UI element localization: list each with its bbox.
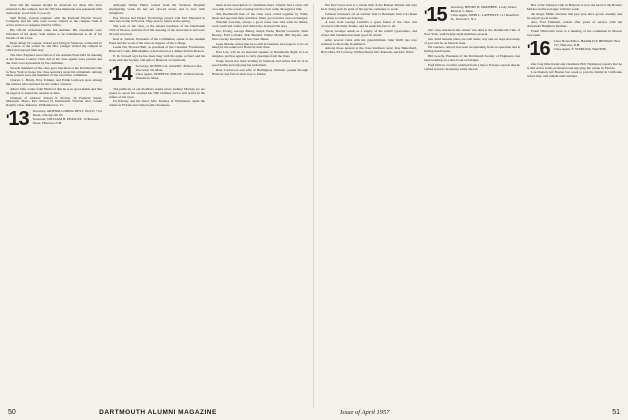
class-14-heading — [109, 62, 205, 85]
paragraph: Russ Lockwood and wife of Burlington, Vermont, passed through Hanover last fall on their way to Maine. — [212, 67, 308, 76]
class-15-secretary: Secretary, HENRY B. ORMSBEE. 2 Gay Street, Beverly 5, Mass. — [450, 5, 517, 13]
class-year-14: '14 — [109, 62, 132, 85]
paragraph: Dean Albert H. Ganger, retired and living in Vermont, writes that in the course of the winter he and Mrs. Ganger visited the campus in 1954 and enjoyed their stay. — [6, 40, 102, 53]
paragraph: Bill Gowdy, President of the Dartmouth Society of Engineers, has been working on a new book on bridges. — [424, 54, 520, 62]
paragraph: the Roger Miller interests this past year have grown steadily and he reports good results. — [527, 11, 622, 20]
class-13-heading — [6, 110, 102, 129]
right-page — [314, 0, 628, 420]
paragraph: Bur of the Johnson Club in Hanover is now the head of the Bonner Market and he is happy with the work. — [527, 4, 622, 11]
paragraph: The Dartmouth men of the class were called together by Wally Dean and reported their activities. Many good stories were exchanged. — [212, 11, 308, 20]
right-footer — [322, 408, 620, 418]
class-15-treasurer: Class Agent, JOHN L. LAFFERTY. 111 Deerfield St., Newark 5, N.J. — [450, 12, 519, 21]
paragraph: Next fall the reunion should be observed for those who have returned to the campus, and the '08 class memorial was presented with dedication. Good luck to you all. — [6, 4, 102, 15]
paragraph: E. D. Joswell says he has been busy with his apple orchard and his work with the Society, and gets to Hanover occasionally. — [109, 54, 205, 62]
left-column-2 — [109, 4, 205, 406]
paragraph: His official retirement came last summer. His classmates were informed of his plans. Sam wishes to be remembered to all of his friends of the Class. — [6, 28, 102, 40]
paragraph: Sam Noble, veteran engineer with the Portland Electric Power Company and his wife were recent visitors to the campus. Sam is active in the Los Angeles District Office. — [6, 15, 102, 28]
class-16-secretary: Class Notes Editor, HAROLD P. HINMAN. Box 157, Hanover, N.H. — [553, 38, 621, 47]
paragraph: Our long time friend and classmate Bob Thompson reports that he is still active in his profession and enjoying the winter in Florida. — [527, 61, 622, 70]
class-14-secretary: Secretary, RUSSELL R. ADAMS. 40 Rector Rd., Worcester 56, Mass. — [135, 63, 203, 72]
paragraph: The New England Association of the Alumni Fund held its meeting at the Nassau Country Club. All of the class agents were present and the class was represented by the chairman. — [6, 53, 102, 65]
paragraph: Leslie Ott, Howard Bell, as president of the Customer Foundation, Hanover's Club, Philadelphia, was honored at a dinner held in Boston. — [109, 45, 205, 54]
paragraph: Albert Jaffe writes from Hartford that he is in good health and that he expects to attend the reunion in June. — [6, 86, 102, 95]
class-year-16: '16 — [527, 37, 550, 60]
paragraph: Although Walter Haley retired from the Vermont Hospital engineering work, he has not slowed down, and is now with Wingfield. — [109, 4, 205, 15]
right-column-2 — [424, 4, 520, 406]
paragraph: ment in the description of conditions there. Charlie had a close call on a ship at the ocean crossing but the crew came through for him. — [212, 4, 308, 11]
class-15-heading — [424, 6, 520, 25]
paragraph: Pat Gannon, retired, has been recuperating from an operation and is feeling much better. — [424, 45, 520, 54]
issue-date: Issue of April 1957 — [340, 409, 390, 416]
paragraph: Charles L. Brady, Ezra Tolman, and Eddie Leibrock were among the visitors who returned for the winter carnival. — [6, 78, 102, 87]
class-16-heading — [527, 37, 622, 60]
right-column-1 — [321, 4, 417, 406]
paragraph: Wendell Lorraine, always a good cause who tells what he thinks, went south last winter and visited the Jacksonville area. — [212, 20, 308, 29]
paragraph: Lou Daniels left Boston last week to join his family in California where they will remain until summer. — [527, 70, 622, 79]
paragraph: Frank Whitcomb went to a meeting of his committee in Boston last week. — [527, 29, 622, 37]
paragraph: Several members of the class gave luncheon at the Dartmouth Club in New York to honor the class secretary upon his retirement. Among those present were the members of the executive committee. — [6, 65, 102, 78]
paragraph: Fred Dolton, recently returned from a trip to Europe, reports that he visited several classmates while abroad. — [424, 62, 520, 71]
class-13-treasurer: Treasurer, WILLIAM H. PEASLEE, 12 Pleasant Street, Hanover, N.H. — [32, 116, 99, 125]
paragraph: Changes of address: Robert P. Brown, 50 Fremont Street, Mattapan, Mass.; Rev. Robert D. Dartmouth, Whittier Ave., Grand Rapids; Chas. Marston, Williamstown, Vt. — [6, 95, 102, 108]
paragraph: Judge Storrs has been visiting in Vermont and writes that he is in good health and enjoying his retirement. — [212, 58, 308, 67]
paragraph: Our 42nd reunion plans are well under way and we hope that many of you will be on hand in June. — [424, 36, 520, 45]
class-13-secretary: Secretary, ARTHUR LORING BEST. 1022 E. 71st Street, Chicago 49, Ill. — [32, 109, 102, 117]
class-16-treasurer: Class Agent, F. STERLING WALSHE. — [553, 46, 607, 51]
paragraph: Doc Ewing, George Bailey, Ralph Wade, Harold Goodwin, Dick Horsey, Fred Colburn, Bob Bennett, Walter Marsh, Bill Snyder, and Dan Cawley attended the last class dinner. — [212, 29, 308, 41]
class-year-13: '13 — [6, 108, 29, 131]
right-column-3 — [527, 4, 622, 406]
paragraph: Johnson Johnson's oil on another visit to Bermuda with Carl Dann and plans to return each spring. — [321, 11, 417, 20]
paragraph: Our class luncheon this winter was held at the Dartmouth Club of New York, with twenty-eight members present. — [424, 28, 520, 36]
paragraph: The publicity of our members seems never ending! Mackay we are proud to report has reached his 70th birthday and is still active in the affairs of his town. — [109, 86, 205, 99]
page-number-left: 50 — [8, 409, 16, 416]
paragraph: After several visits with his grandchildren John Webb has now returned to his home in Amherst. — [321, 37, 417, 46]
class-14-treasurer: Class Agent, JOSEPH R. BOLDT. 14 Main Street, Wakefield, Mass. — [135, 71, 205, 80]
paragraph: A note from George Lindall's a great friend of the class was received with many thanks, and he sends his best to all. — [321, 20, 417, 29]
class-year-15: '15 — [424, 4, 447, 26]
paragraph: Pop Warren and Parker Trowbridge joined with Earl Maynard in their new home in Florida. They plan to return in the spring. — [109, 15, 205, 24]
left-column-1 — [6, 4, 102, 406]
paragraph: Del Dev's here now is a whole mail at the Bonner Market and says he is doing well. In spite of his age he continues to work. — [321, 4, 417, 11]
paragraph: The sons of the class, at the annual luncheon of the Dartmouth Club of Boston, held the first fall meeting of the Association and were all well received. — [109, 24, 205, 36]
left-footer — [8, 408, 308, 418]
paragraph: Among those present at the class luncheon were: Ray Butterfield, Bob Little, Ed Conway, Sid Raymond, Doc Ransom, and Doc Ward. — [321, 46, 417, 55]
paragraph: Karl A. Nelson, President of the Committee, spoke of the Alumni Fund and the work of the class in support of the College. — [109, 36, 205, 45]
magazine-title: DARTMOUTH ALUMNI MAGAZINE — [99, 409, 217, 416]
paragraph: Ed Kinsley and his sister, Mrs. Kinsley of Winchester, spent the winter in Florida and visited with classmates. — [109, 99, 205, 108]
paragraph: Also Fred Dunham, retired after years of service with the Alexander Hamilton Institute. — [527, 20, 622, 29]
paragraph: Sprod Granger sends us a supply of his rebuilt typewriters, and writes that business has been good all winter. — [321, 29, 417, 37]
page-number-right: 51 — [612, 409, 620, 416]
paragraph: Earl Lew will be an honored speaker at Dartmouth Night in Los Angeles, and has agreed to carry greetings from the class. — [212, 50, 308, 59]
paragraph: Gene Marine writes that he is still in business and expects to be on hand for the reunion in Hanover next June. — [212, 41, 308, 50]
left-column-3 — [212, 4, 308, 406]
